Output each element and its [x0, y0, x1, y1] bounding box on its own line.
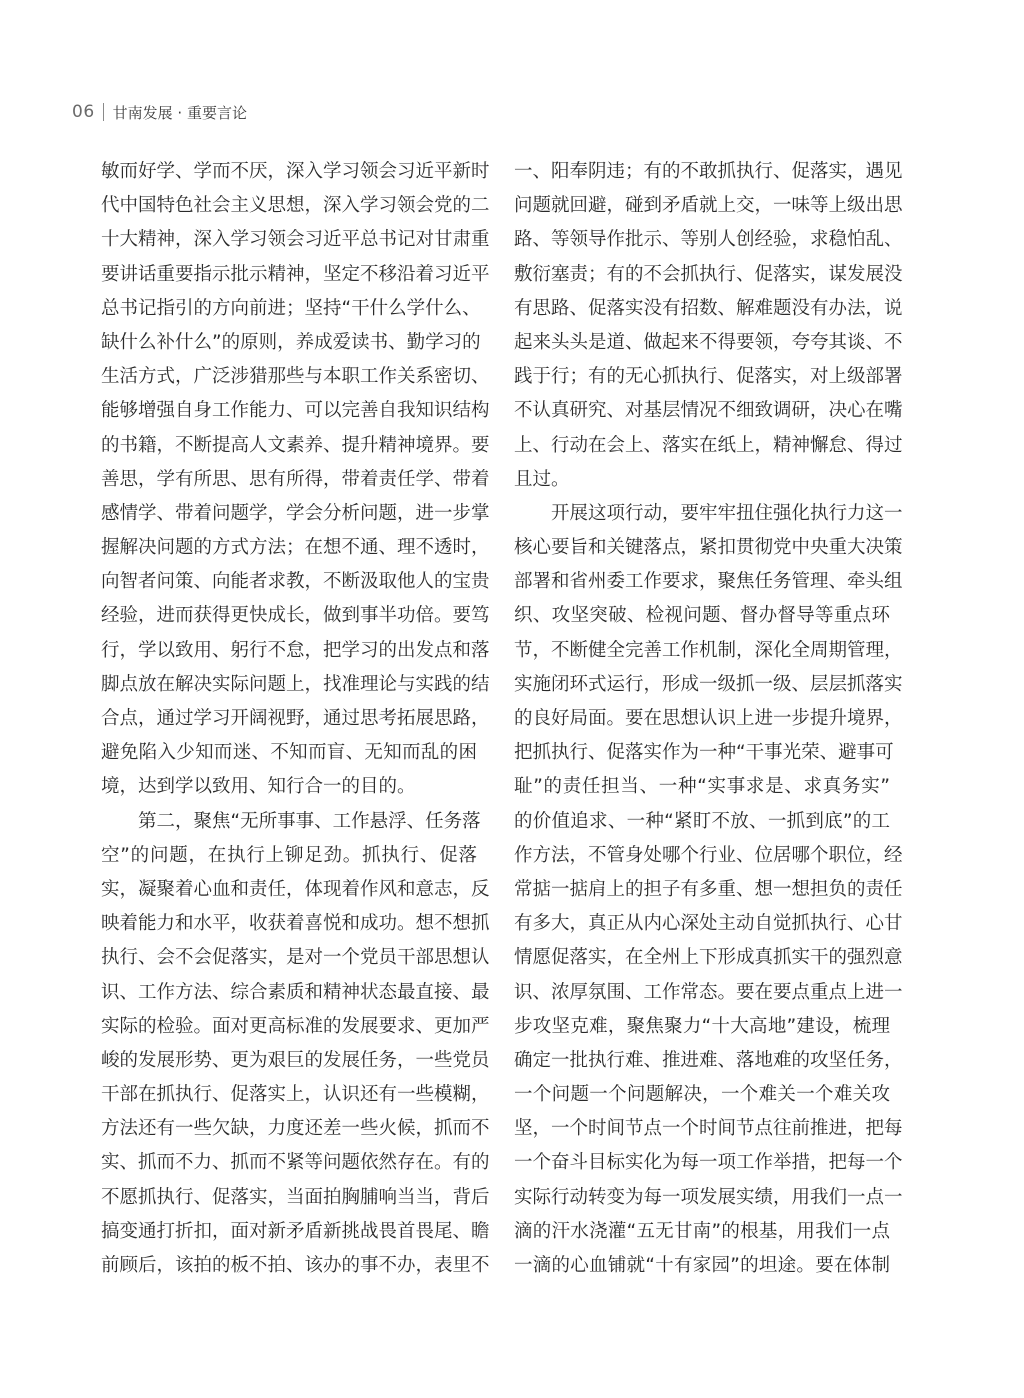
text-line: 实施闭环式运行，形成一级抓一级、层层抓落实: [514, 673, 903, 695]
text-line: 滴的汗水浇灌“五无甘南”的根基，用我们一点: [514, 1220, 890, 1242]
text-line: 实，凝聚着心血和责任，体现着作风和意志，反: [101, 878, 490, 900]
text-line: 践于行；有的无心抓执行、促落实，对上级部署: [514, 366, 903, 388]
text-line: 实、抓而不力、抓而不紧等问题依然存在。有的: [101, 1152, 490, 1174]
text-line: 执行、会不会促落实，是对一个党员干部思想认: [101, 947, 490, 969]
page-number: 06: [72, 102, 95, 122]
text-line: 有思路、促落实没有招数、解难题没有办法，说: [514, 297, 903, 319]
text-line: 耻”的责任担当、一种“实事求是、求真务实”: [514, 776, 890, 798]
text-line: 握解决问题的方式方法；在想不通、理不透时，: [101, 537, 490, 559]
text-line: 空”的问题，在执行上铆足劲。抓执行、促落: [101, 844, 477, 866]
text-line: 把抓执行、促落实作为一种“干事光荣、避事可: [514, 742, 894, 764]
text-line: 一、阳奉阴违；有的不敢抓执行、促落实，遇见: [514, 161, 903, 182]
text-line: 织、攻坚突破、检视问题、督办督导等重点环: [514, 605, 890, 627]
text-line: 且过。: [514, 468, 570, 490]
text-line: 起来头头是道、做起来不得要领，夸夸其谈、不: [514, 331, 903, 353]
text-line: 峻的发展形势、更为艰巨的发展任务，一些党员: [101, 1049, 490, 1071]
text-line: 实际行动转变为每一项发展实绩，用我们一点一: [514, 1186, 903, 1208]
text-line: 第二，聚焦“无所事事、工作悬浮、任务落: [138, 810, 481, 832]
text-line: 生活方式，广泛涉猎那些与本职工作关系密切、: [101, 366, 490, 388]
text-line: 上、行动在会上、落实在纸上，精神懈怠、得过: [514, 434, 903, 456]
text-line: 节，不断健全完善工作机制，深化全周期管理，: [514, 639, 903, 661]
text-line: 路、等领导作批示、等别人创经验，求稳怕乱、: [514, 229, 903, 251]
text-line: 敷衍塞责；有的不会抓执行、促落实，谋发展没: [514, 263, 903, 285]
text-line: 总书记指引的方向前进；坚持“干什么学什么、: [101, 297, 481, 319]
text-line: 能够增强自身工作能力、可以完善自我知识结构: [101, 400, 490, 422]
text-line: 一个奋斗目标实化为每一项工作举措，把每一个: [514, 1152, 903, 1174]
text-line: 向智者问策、向能者求教，不断汲取他人的宝贵: [101, 571, 490, 593]
text-line: 确定一批执行难、推进难、落地难的攻坚任务，: [514, 1049, 903, 1071]
right-column: [514, 155, 903, 1283]
text-line: 的书籍，不断提高人文素养、提升精神境界。要: [101, 434, 490, 456]
text-line: 步攻坚克难，聚焦聚力“十大高地”建设，梳理: [514, 1015, 890, 1037]
text-line: 十大精神，深入学习领会习近平总书记对甘肃重: [101, 229, 490, 251]
text-line: 识、工作方法、综合素质和精神状态最直接、最: [101, 981, 490, 1003]
text-line: 脚点放在解决实际问题上，找准理论与实践的结: [101, 673, 490, 695]
text-line: 境，达到学以致用、知行合一的目的。: [101, 776, 416, 798]
text-line: 作方法，不管身处哪个行业、位居哪个职位，经: [514, 844, 903, 866]
text-line: 坚，一个时间节点一个时间节点往前推进，把每: [514, 1118, 903, 1140]
text-line: 开展这项行动，要牢牢扭住强化执行力这一: [551, 502, 903, 524]
text-line: 感情学、带着问题学，学会分析问题，进一步掌: [101, 502, 490, 524]
text-line: 的良好局面。要在思想认识上进一步提升境界，: [514, 708, 903, 729]
running-header: [72, 99, 247, 125]
text-line: 映着能力和水平，收获着喜悦和成功。想不想抓: [101, 913, 490, 935]
text-line: 部署和省州委工作要求，聚焦任务管理、牵头组: [514, 571, 903, 593]
text-line: 的价值追求、一种“紧盯不放、一抓到底”的工: [514, 810, 890, 832]
text-line: 实际的检验。面对更高标准的发展要求、更加严: [101, 1015, 490, 1037]
text-line: 前顾后，该拍的板不拍、该办的事不办，表里不: [101, 1255, 490, 1276]
text-line: 不认真研究、对基层情况不细致调研，决心在嘴: [514, 400, 903, 422]
text-line: 避免陷入少知而迷、不知而盲、无知而乱的困: [101, 742, 477, 764]
text-line: 代中国特色社会主义思想，深入学习领会党的二: [101, 195, 490, 217]
header-divider: [103, 103, 104, 121]
text-line: 问题就回避，碰到矛盾就上交，一味等上级出思: [514, 195, 903, 217]
text-line: 搞变通打折扣，面对新矛盾新挑战畏首畏尾、瞻: [101, 1220, 490, 1242]
text-line: 识、浓厚氛围、工作常态。要在要点重点上进一: [514, 981, 903, 1003]
text-line: 行，学以致用、躬行不怠，把学习的出发点和落: [101, 639, 490, 661]
text-line: 一滴的心血铺就“十有家园”的坦途。要在体制: [514, 1255, 890, 1276]
text-line: 合点，通过学习开阔视野，通过思考拓展思路，: [101, 708, 490, 729]
section-title: 甘南发展 · 重要言论: [112, 103, 247, 122]
text-line: 干部在抓执行、促落实上，认识还有一些模糊，: [101, 1084, 490, 1106]
text-line: 核心要旨和关键落点，紧扣贯彻党中央重大决策: [514, 537, 903, 559]
text-line: 不愿抓执行、促落实，当面拍胸脯响当当，背后: [101, 1186, 490, 1208]
text-line: 有多大，真正从内心深处主动自觉抓执行、心甘: [514, 913, 903, 935]
text-line: 经验，进而获得更快成长，做到事半功倍。要笃: [101, 605, 490, 627]
text-line: 敏而好学、学而不厌，深入学习领会习近平新时: [101, 161, 490, 182]
text-line: 缺什么补什么”的原则，养成爱读书、勤学习的: [101, 331, 481, 353]
text-line: 善思，学有所思、思有所得，带着责任学、带着: [101, 468, 490, 490]
text-line: 要讲话重要指示批示精神，坚定不移沿着习近平: [101, 263, 490, 285]
text-line: 情愿促落实，在全州上下形成真抓实干的强烈意: [514, 947, 903, 969]
text-line: 方法还有一些欠缺，力度还差一些火候，抓而不: [101, 1118, 490, 1140]
left-column: [101, 155, 490, 1283]
text-line: 常掂一掂肩上的担子有多重、想一想担负的责任: [514, 878, 903, 900]
text-line: 一个问题一个问题解决，一个难关一个难关攻: [514, 1084, 890, 1106]
